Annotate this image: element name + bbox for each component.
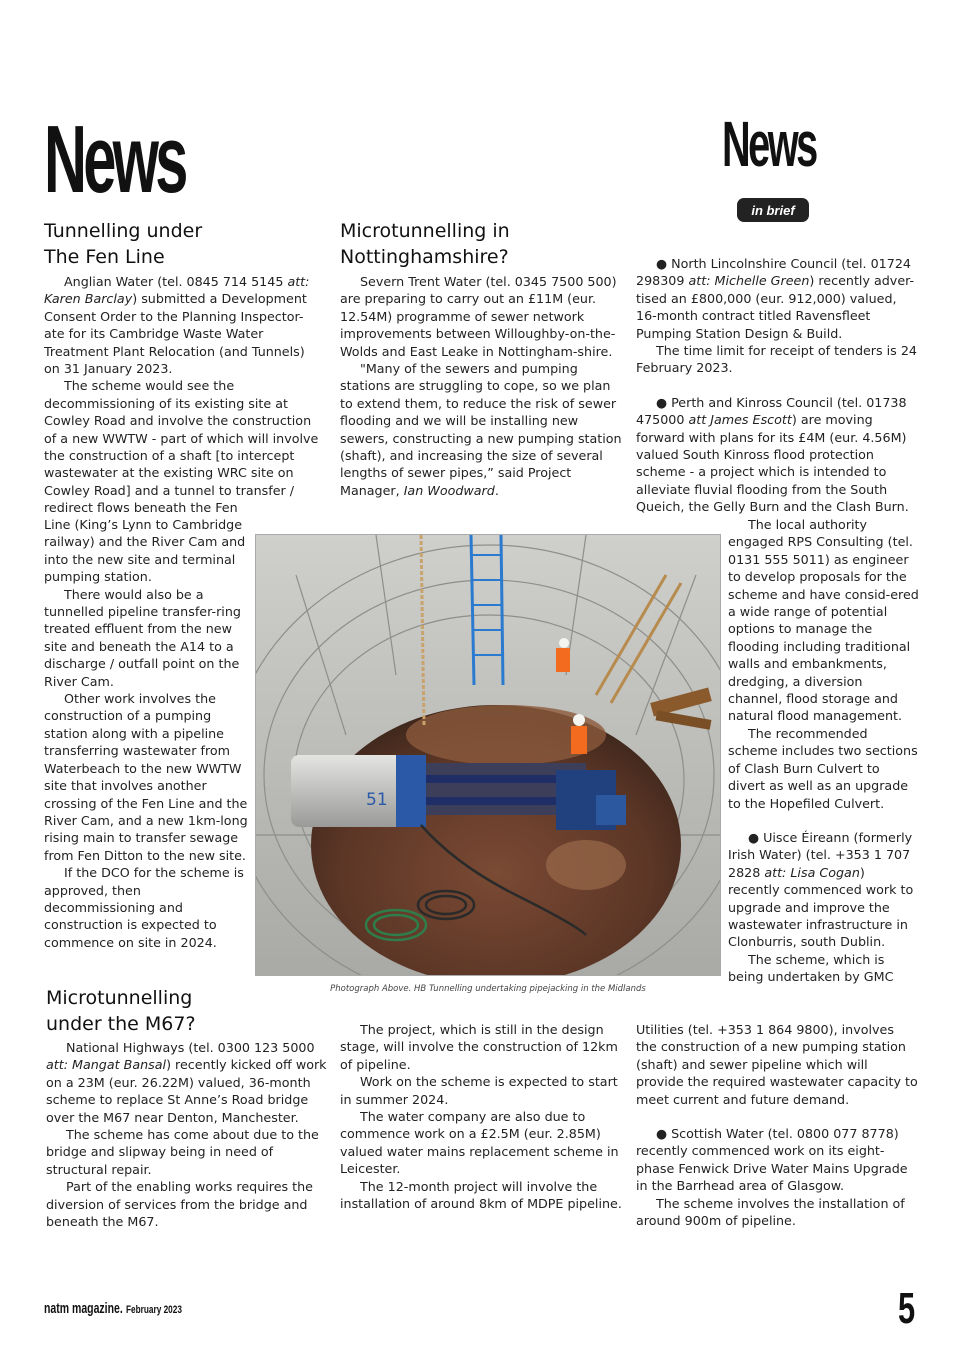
- in-brief-body-narrow: [728, 516, 920, 986]
- footer-magazine-name: natm magazine.: [44, 1300, 123, 1317]
- m67-para-3: Part of the enabling works requires the diversion of services from the bridge and beneath the M67.: [46, 1179, 313, 1230]
- brief-perth-kinross: ● Perth and Kinross Council (tel. 01738 475000 att James Escott) are moving forward with plans for its £4M (eur. 4.56M) valued South Kinross flood protection scheme - a project which is intended to alleviate fluvial flooding from the South Queich, the Gelly Burn and the Clash Burn.: [636, 394, 918, 516]
- fen-line-para-2: The scheme would see the decommissioning of its existing site at Cowley Road and involve the construction of a new WWTW - part of which will involve the construction of a shaft [to intercept wastewater at the existing WRC site on Cowley Road] and a tunnel to transfer / redirect flows beneath the Fen: [44, 378, 319, 516]
- fen-line-body-top: [44, 273, 322, 517]
- m67-cont-para-3: The water company are also due to commence work on a £2.5M (eur. 2.85M) valued water mains replacement scheme in Leicester.: [340, 1109, 619, 1177]
- photo-caption: Photograph Above. HB Tunnelling undertaking pipejacking in the Midlands: [330, 984, 646, 994]
- in-brief-body-bottom: [636, 1021, 918, 1229]
- footer-date: February 2023: [126, 1304, 182, 1316]
- brief-north-lincolnshire: ● North Lincolnshire Council (tel. 01724 298309 att: Michelle Green) recently adver-tised an £800,000 (eur. 912,000) valued, 16-month contract titled Ravensfleet Pumping Station Design & Build.: [636, 255, 918, 342]
- shaft-photo-illustration: [256, 535, 721, 976]
- shaft-photo: [255, 534, 721, 976]
- m67-continued-body: [340, 1021, 622, 1212]
- m67-para-2: The scheme has come about due to the bridge and slipway being in need of structural repair.: [46, 1127, 319, 1177]
- nottinghamshire-para-2: "Many of the sewers and pumping stations are struggling to cope, so we plan to extend them, to reduce the risk of sewer flooding and we will be installing new sewers, constructing a new pumping station (shaft), and increasing the size of several lengths of sewer pipes,” said Project Manager, Ian Woodward.: [340, 361, 622, 498]
- in-brief-badge: in brief: [737, 198, 809, 222]
- fen-line-para-4: Other work involves the construction of a pumping station along with a pipeline transferring wastewater from Waterbeach to the new WWTW site that involves another crossing of the Fen Line and the River Cam, and a new 1km-long rising main to transfer sewage from Fen Ditton to the new site.: [44, 691, 248, 863]
- fen-line-headline: [44, 218, 244, 270]
- nottinghamshire-body: [340, 273, 622, 499]
- pipe-number: 51: [366, 790, 388, 810]
- fen-line-para-1: Anglian Water (tel. 0845 714 5145 att: Karen Barclay) submitted a Development Consent Order to the Planning Inspector-ate for its Cambridge Waste Water Treatment Plant Relocation (and Tunnels) on 31 January 2023.: [44, 274, 310, 377]
- m67-cont-para-4: The 12-month project will involve the installation of around 8km of MDPE pipeline.: [340, 1178, 622, 1212]
- brief-uisce-eireann: ● Uisce Éireann (formerly Irish Water) (tel. +353 1 707 2828 att: Lisa Cogan) recently commenced work to upgrade and improve the wastewater infrastructure in Clonburris, south Dublin.: [728, 829, 920, 951]
- nottinghamshire-para-1: Severn Trent Water (tel. 0345 7500 500) are preparing to carry out an £11M (eur. 12.54M) programme of sewer network improvements between Willoughby-on-the-Wolds and East Leake in Nottingham-shire.: [340, 274, 617, 359]
- m67-headline-line1: Microtunnelling: [46, 987, 193, 1009]
- in-brief-masthead: News: [722, 108, 816, 180]
- fen-line-headline-line1: Tunnelling under: [44, 220, 203, 242]
- nottinghamshire-headline: [340, 218, 620, 270]
- page-masthead: News: [44, 106, 185, 213]
- fen-line-para-3: There would also be a tunnelled pipeline transfer-ring treated effluent from the new site and beneath the A14 to a discharge / outfall point on the River Cam.: [44, 586, 241, 689]
- fen-line-body-narrow: [44, 516, 249, 951]
- brief-perth-kinross-3: The recommended scheme includes two sections of Clash Burn Culvert to divert as well as an upgrade to the Hopefiled Culvert.: [728, 725, 918, 811]
- brief-uisce-eireann-2a: The scheme, which is being undertaken by GMC: [728, 951, 894, 985]
- fen-line-para-5: If the DCO for the scheme is approved, then decommissioning and construction is expected to commence on site in 2024.: [44, 865, 244, 950]
- m67-para-1: National Highways (tel. 0300 123 5000 att: Mangat Bansal) recently kicked off work on a 23M (eur. 26.22M) valued, 36-month scheme to replace St Anne’s Road bridge over the M67 near Denton, Manchester.: [46, 1040, 327, 1125]
- nottinghamshire-headline-line1: Microtunnelling in: [340, 220, 510, 242]
- brief-uisce-eireann-2b: Utilities (tel. +353 1 864 9800), involves the construction of a new pumping station (shaft) and sewer pipeline which will provide the required wastewater capacity to meet current and future demand.: [636, 1022, 918, 1107]
- brief-north-lincolnshire-2: The time limit for receipt of tenders is 24 February 2023.: [636, 343, 917, 376]
- m67-body: [46, 1039, 330, 1230]
- fen-line-para-2-cont: Line (King’s Lynn to Cambridge railway) and the River Cam and into the new site and terminal pumping station.: [44, 517, 246, 585]
- in-brief-body-top: [636, 255, 918, 516]
- brief-perth-kinross-2: The local authority engaged RPS Consulting (tel. 0131 555 5011) as engineer to develop proposals for the scheme and have consid-ered a wide range of potential options to manage the flooding including traditional walls and embankments, dredging, a diversion channel, flood storage and natural flood management.: [728, 517, 919, 724]
- brief-scottish-water-2: The scheme involves the installation of around 900m of pipeline.: [636, 1195, 905, 1229]
- m67-cont-para-1: The project, which is still in the design stage, will involve the construction of 12km of pipeline.: [340, 1022, 618, 1072]
- nottinghamshire-headline-line2: Nottinghamshire?: [340, 246, 509, 268]
- fen-line-headline-line2: The Fen Line: [44, 246, 165, 268]
- m67-headline-line2: under the M67?: [46, 1013, 196, 1035]
- page-number: 5: [898, 1284, 916, 1333]
- brief-scottish-water: ● Scottish Water (tel. 0800 077 8778) recently commenced work on its eight-phase Fenwick Drive Water Mains Upgrade in the Barrhead area of Glasgow.: [636, 1125, 918, 1195]
- m67-cont-para-2: Work on the scheme is expected to start in summer 2024.: [340, 1074, 618, 1107]
- m67-headline: [46, 985, 246, 1037]
